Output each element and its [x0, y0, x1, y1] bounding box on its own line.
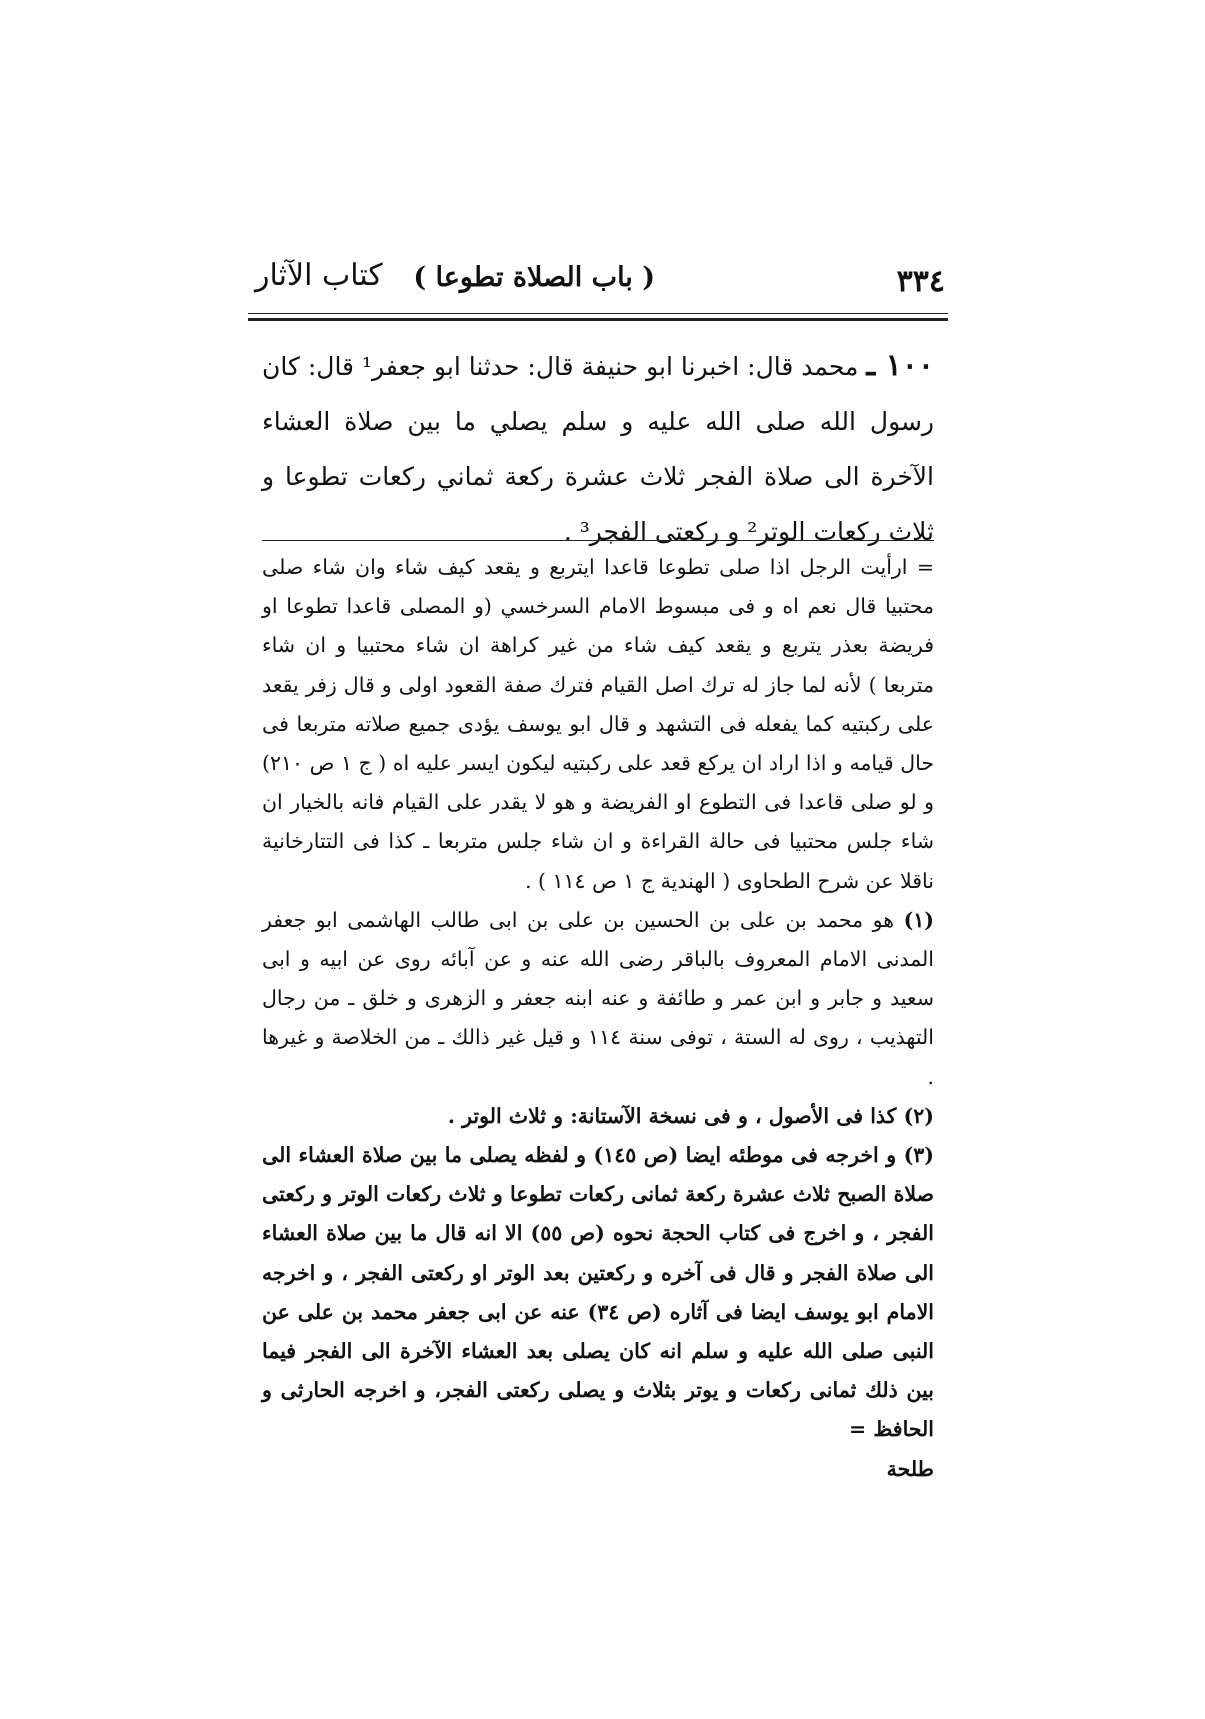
footnote-2 — [262, 1097, 934, 1136]
footnote-rule — [262, 540, 934, 541]
header-rule-thin — [248, 313, 948, 314]
footnote-1-marker: (١) — [903, 907, 934, 932]
catchword: طلحة — [886, 1456, 934, 1481]
footnote-1-text: هو محمد بن على بن الحسين بن على بن ابى طالب الهاشمى ابو جعفر المدنى الامام المعروف بالباقر رضى الله عنه و عن آبائه روى عن ابيه و ابى سعيد و جابر و ابن عمر و طائفة و عنه ابنه جعفر و الزهرى و خلق ـ من رجال التهذيب ، روى له الستة ، توفى سنة ١١٤ و قيل غير ذالك ـ من الخلاصة و غيرها . — [262, 907, 934, 1089]
footnote-3 — [262, 1136, 934, 1450]
footnote-2-text: كذا فى الأصول ، و فى نسخة الآستانة: و ثلاث الوتر . — [447, 1103, 897, 1128]
footnote-3-text: و اخرجه فى موطئه ايضا (ص ١٤٥) و لفظه يصلى ما بين صلاة العشاء الى صلاة الصبح ثلاث عشرة ركعة ثمانى ركعات تطوعا و ثلاث ركعات الوتر و ركعتى الفجر ، و اخرج فى كتاب الحجة نحوه (ص ٥٥) الا انه قال ما بين صلاة العشاء الى صلاة الفجر و قال فى آخره و ركعتين بعد الوتر او ركعتى الفجر ، و اخرجه الامام ابو يوسف ايضا فى آثاره (ص ٣٤) عنه عن ابى جعفر محمد بن على عن النبى صلى الله عليه و سلم انه كان يصلى بعد العشاء الآخرة الى الفجر فيما بين ذلك ثمانى ركعات و يوتر بثلاث و يصلى ركعتى الفجر، و اخرجه الحارثى و الحافظ = — [262, 1143, 934, 1442]
hadith-block — [262, 338, 934, 559]
footnote-continuation: = ارأيت الرجل اذا صلى تطوعا قاعدا ايتربع و يقعد كيف شاء وان شاء صلى محتبيا قال نعم اه و فى مبسوط الامام السرخسي (و المصلى قاعدا تطوعا او فريضة بعذر يتربع و يقعد كيف شاء من غير كراهة ان شاء محتبيا و ان شاء متربعا ) لأنه لما جاز له ترك اصل القيام فترك صفة القعود اولى و قال زفر يقعد على ركبتيه كما يفعله فى التشهد و قال ابو يوسف يؤدى جميع صلاته متربعا فى حال قيامه و اذا اراد ان يركع قعد على ركبتيه ليكون ايسر عليه اه ( ج ١ ص ٢١٠) و لو صلى قاعدا فى التطوع او الفريضة و هو لا يقدر على القيام فانه بالخيار ان شاء جلس محتبيا فى حالة القراءة و ان شاء جلس متربعا ـ كذا فى التتارخانية ناقلا عن شرح الطحاوى ( الهندية ج ١ ص ١١٤ ) . — [262, 555, 935, 893]
footnote-2-marker: (٢) — [903, 1103, 934, 1128]
header-rule-thick — [248, 318, 948, 321]
footnote-1 — [262, 901, 934, 1097]
footnote-3-marker: (٣) — [903, 1143, 934, 1168]
page-number: ٣٣٤ — [896, 264, 945, 299]
book-title: كتاب الآثار — [255, 258, 383, 293]
hadith-paragraph — [262, 338, 934, 559]
page-header — [255, 258, 945, 308]
chapter-title: ( باب الصلاة تطوعا ) — [413, 262, 655, 293]
footnotes-block — [262, 548, 934, 1489]
hadith-number: ١٠٠ ـ — [866, 348, 934, 383]
hadith-text: محمد قال: اخبرنا ابو حنيفة قال: حدثنا ابو جعفر¹ قال: كان رسول الله صلى الله عليه و سلم يصلي ما بين صلاة العشاء الآخرة الى صلاة الفجر ثلاث عشرة ركعة ثماني ركعات تطوعا و ثلاث ركعات الوتر² و ركعتى الفجر³ . — [262, 352, 935, 546]
